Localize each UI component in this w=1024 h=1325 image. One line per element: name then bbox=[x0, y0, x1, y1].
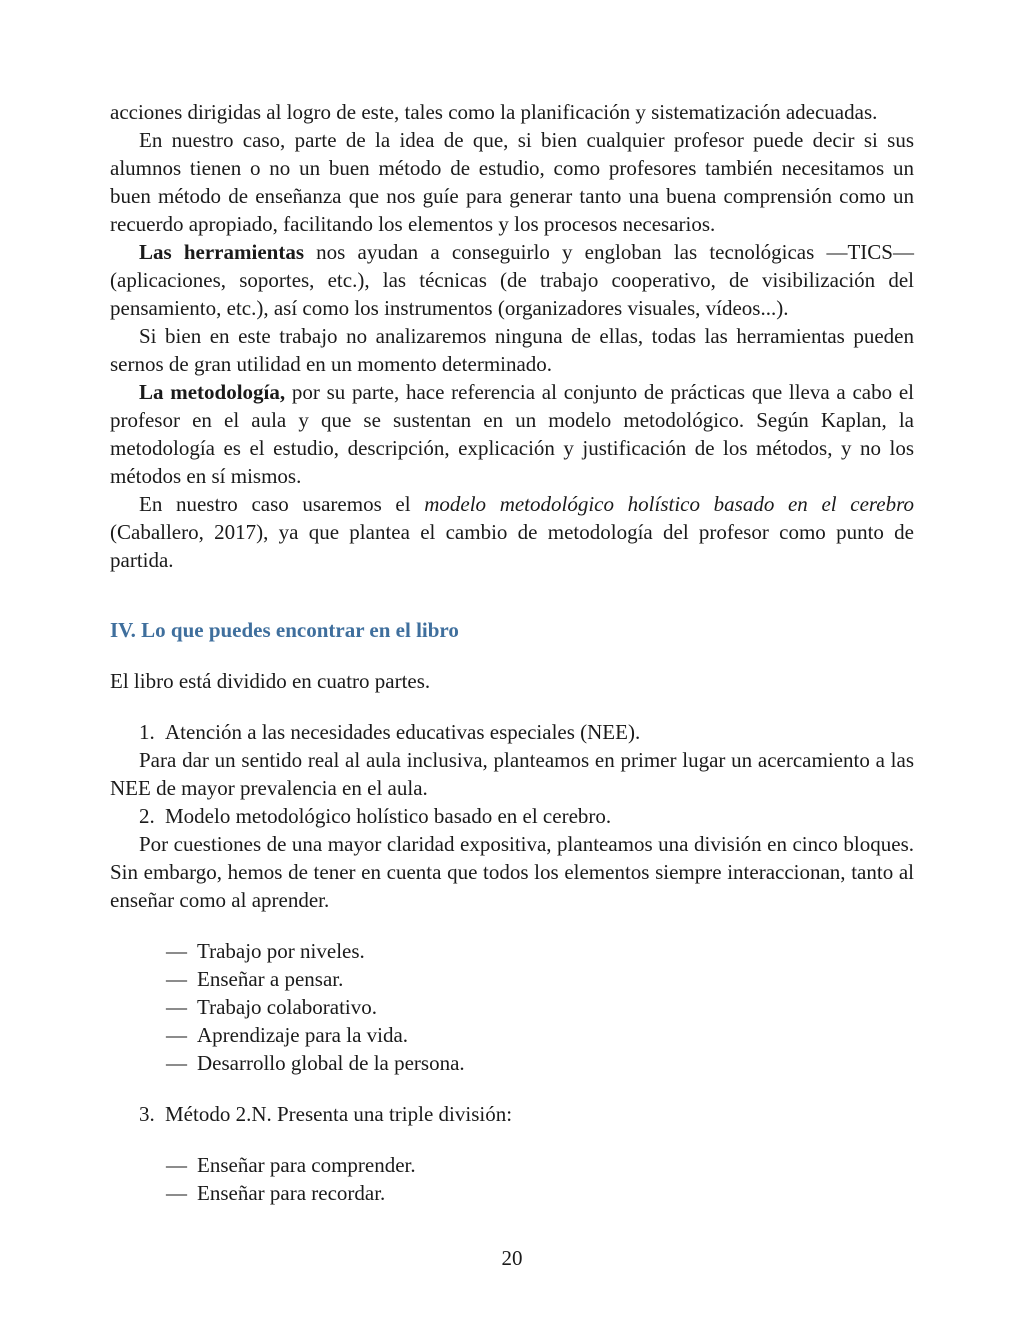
section-heading: IV. Lo que puedes encontrar en el libro bbox=[110, 618, 459, 642]
list-item bbox=[166, 1021, 914, 1049]
page-body bbox=[110, 98, 914, 1207]
list-item-desc: Por cuestiones de una mayor claridad expositiva, planteamos una división en cinco bloques. Sin embargo, hemos de tener en cuenta que todos los elementos siempre interaccionan, tanto al enseñar como al aprender. bbox=[110, 832, 914, 912]
paragraph-tools-text: nos ayudan a conseguirlo y engloban las tecnológicas —TICS— (aplicaciones, soportes, etc.), las técnicas (de trabajo cooperativo, de visibilización del pensamiento, etc.), así como los instrumentos (organizadores visuales, vídeos...). bbox=[110, 240, 914, 320]
list-item-3 bbox=[139, 1100, 914, 1128]
list-item bbox=[166, 1049, 914, 1077]
list-item bbox=[166, 965, 914, 993]
list-number: 3. bbox=[139, 1102, 155, 1126]
paragraph-tools bbox=[110, 238, 914, 322]
term-model: modelo metodológico holístico basado en el cerebro bbox=[424, 492, 915, 516]
term-metodologia: La metodología, bbox=[139, 380, 286, 404]
list-item-title: Modelo metodológico holístico basado en el cerebro. bbox=[165, 804, 612, 828]
section-intro: El libro está dividido en cuatro partes. bbox=[110, 669, 431, 693]
dash-glyph: — bbox=[166, 939, 187, 963]
dash-glyph: — bbox=[166, 1153, 187, 1177]
list-item bbox=[166, 1179, 914, 1207]
dash-glyph: — bbox=[166, 967, 187, 991]
page-number: 20 bbox=[501, 1246, 523, 1270]
list-item-text: Enseñar a pensar. bbox=[197, 967, 344, 991]
dash-glyph: — bbox=[166, 995, 187, 1019]
paragraph-methodology-text: por su parte, hace referencia al conjunto de prácticas que lleva a cabo el profesor en el aula y que se sustentan en un modelo metodológico. Según Kaplan, la metodología es el estudio, descripción, explicación y justificación de los métodos, y no los métodos en sí mismos. bbox=[110, 380, 914, 488]
list-item-text: Enseñar para comprender. bbox=[197, 1153, 416, 1177]
list-item bbox=[166, 937, 914, 965]
blocks-list bbox=[110, 937, 914, 1077]
metodo-list bbox=[110, 1151, 914, 1207]
paragraph-model bbox=[110, 490, 914, 574]
list-item-title: Atención a las necesidades educativas especiales (NEE). bbox=[165, 720, 641, 744]
list-item-1 bbox=[139, 718, 914, 746]
list-item bbox=[166, 993, 914, 1021]
term-herramientas: Las herramientas bbox=[139, 240, 304, 264]
list-item-text: Trabajo colaborativo. bbox=[197, 995, 378, 1019]
paragraph-model-end: (Caballero, 2017), ya que plantea el cambio de metodología del profesor como punto de partida. bbox=[110, 520, 914, 572]
list-item bbox=[166, 1151, 914, 1179]
list-item-2 bbox=[139, 802, 914, 830]
dash-glyph: — bbox=[166, 1051, 187, 1075]
dash-glyph: — bbox=[166, 1181, 187, 1205]
list-item-text: Aprendizaje para la vida. bbox=[197, 1023, 409, 1047]
list-item-text: Trabajo por niveles. bbox=[197, 939, 365, 963]
paragraph-method: En nuestro caso, parte de la idea de que, si bien cualquier profesor puede decir si sus alumnos tienen o no un buen método de estudio, como profesores también necesitamos un buen método de enseñanza que nos guíe para generar tanto una buena comprensión como un recuerdo apropiado, facilitando los elementos y los procesos necesarios. bbox=[110, 128, 914, 236]
list-item-text: Desarrollo global de la persona. bbox=[197, 1051, 465, 1075]
dash-glyph: — bbox=[166, 1023, 187, 1047]
list-item-text: Enseñar para recordar. bbox=[197, 1181, 386, 1205]
list-number: 1. bbox=[139, 720, 155, 744]
list-item-desc: Para dar un sentido real al aula inclusiva, planteamos en primer lugar un acercamiento a las NEE de mayor prevalencia en el aula. bbox=[110, 748, 914, 800]
paragraph-tools-note: Si bien en este trabajo no analizaremos ninguna de ellas, todas las herramientas pueden sernos de gran utilidad en un momento determinado. bbox=[110, 324, 914, 376]
paragraph-methodology bbox=[110, 378, 914, 490]
paragraph-intro-continuation: acciones dirigidas al logro de este, tales como la planificación y sistematización adecuadas. bbox=[110, 100, 878, 124]
list-item-title: Método 2.N. Presenta una triple división: bbox=[165, 1102, 513, 1126]
list-number: 2. bbox=[139, 804, 155, 828]
paragraph-model-start: En nuestro caso usaremos el bbox=[139, 492, 425, 516]
